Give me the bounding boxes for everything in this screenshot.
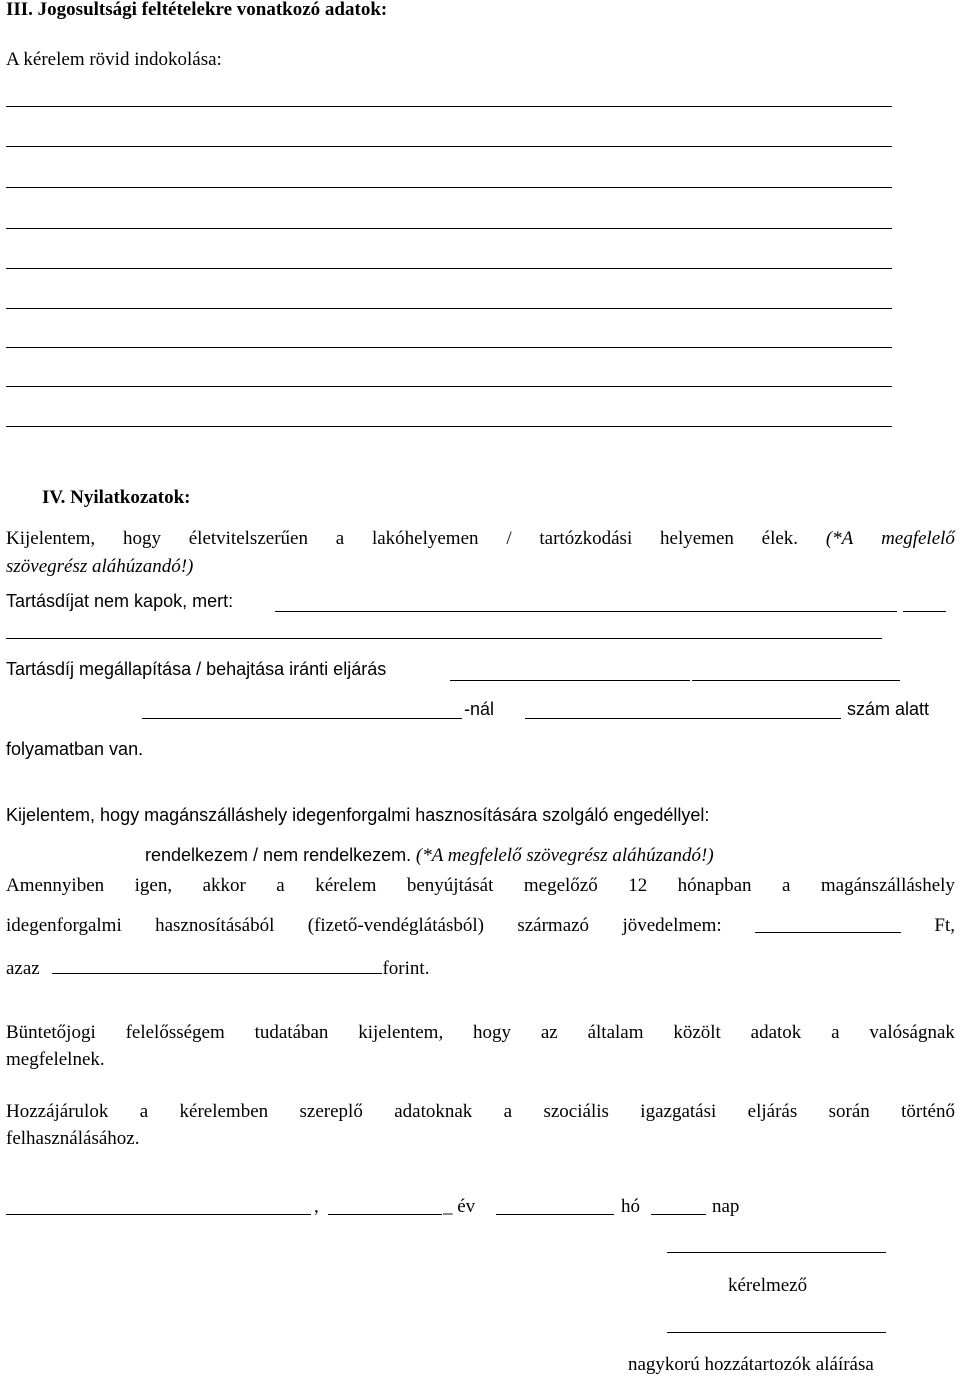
alimony-proc-label: Tartásdíj megállapítása / behajtása iránti eljárás <box>6 659 387 679</box>
alimony-reason-field-end[interactable] <box>903 611 946 612</box>
applicant-label: kérelmező <box>728 1275 808 1296</box>
word: hogy <box>473 1022 512 1043</box>
word: (fizető-vendéglátásból) <box>307 915 484 936</box>
day-field[interactable] <box>651 1214 706 1215</box>
income-line-2 <box>6 916 955 935</box>
word: valóságnak <box>869 1022 955 1043</box>
income-line-1 <box>6 876 955 895</box>
criminal-line-1 <box>6 1023 955 1042</box>
alimony-label: Tartásdíjat nem kapok, mert: <box>6 591 234 611</box>
alimony-proc-field[interactable] <box>450 680 690 681</box>
word: tartózkodási <box>539 528 633 549</box>
word: kérelem <box>315 875 377 896</box>
word: benyújtását <box>406 875 494 896</box>
guesthouse-options[interactable]: rendelkezem / nem rendelkezem. <box>145 845 412 865</box>
word: magánszálláshely <box>820 875 955 896</box>
reason-line[interactable] <box>6 106 892 107</box>
word: során <box>828 1101 870 1122</box>
nal-label: -nál <box>464 699 495 719</box>
forint-label: forint. <box>382 958 430 979</box>
ev-label: _ év <box>443 1196 476 1217</box>
month-field[interactable] <box>496 1214 614 1215</box>
word: a <box>139 1101 149 1122</box>
criminal-line-2: megfelelnek. <box>6 1049 105 1070</box>
guesthouse-label: Kijelentem, hogy magánszálláshely idegenforgalmi hasznosítására szolgáló engedéllyel: <box>6 805 710 825</box>
word: Amennyiben <box>6 875 105 896</box>
word: Kijelentem, <box>6 528 96 549</box>
alimony-proc-field-2[interactable] <box>692 680 900 681</box>
word: az <box>540 1022 558 1043</box>
azaz-line <box>6 957 429 978</box>
word: eljárás <box>747 1101 798 1122</box>
word: hónapban <box>677 875 752 896</box>
reason-line[interactable] <box>6 146 892 147</box>
reason-label: A kérelem rövid indokolása: <box>6 49 222 70</box>
guesthouse-note: (*A megfelelő szövegrész aláhúzandó!) <box>415 845 714 866</box>
word: általam <box>587 1022 644 1043</box>
consent-line-2: felhasználásához. <box>6 1128 140 1149</box>
word: kérelemben <box>179 1101 269 1122</box>
word: életvitelszerűen <box>188 528 308 549</box>
word: származó <box>517 915 590 936</box>
year-field[interactable] <box>328 1214 442 1215</box>
word: hogy <box>122 528 161 549</box>
word: helyemen <box>660 528 734 549</box>
word: tudatában <box>254 1022 329 1043</box>
word: Hozzájárulok <box>6 1101 109 1122</box>
szam-alatt-label: szám alatt <box>847 699 930 719</box>
relatives-signature-line[interactable] <box>667 1332 886 1333</box>
relatives-label: nagykorú hozzátartozók aláírása <box>628 1354 874 1375</box>
word: 12 <box>628 875 648 896</box>
word: a <box>831 1022 840 1043</box>
court-name-field[interactable] <box>142 718 462 719</box>
reason-line[interactable] <box>6 347 892 348</box>
word: a <box>276 875 285 896</box>
reason-line[interactable] <box>6 426 892 427</box>
word: a <box>335 528 345 549</box>
word: közölt <box>673 1022 721 1043</box>
case-number-field[interactable] <box>525 718 841 719</box>
reason-line[interactable] <box>6 228 892 229</box>
note-word: megfelelő <box>881 528 955 549</box>
section-4-heading: IV. Nyilatkozatok: <box>42 487 191 508</box>
word: igen, <box>134 875 173 896</box>
note-word: (*A <box>825 528 854 549</box>
ho-label: hó <box>621 1196 640 1217</box>
word: szereplő <box>299 1101 363 1122</box>
word: jövedelmem: <box>622 915 722 936</box>
word: megelőző <box>523 875 598 896</box>
word: Ft, <box>934 915 955 936</box>
word: adatoknak <box>394 1101 473 1122</box>
word: kijelentem, <box>358 1022 444 1043</box>
residence-note: szövegrész aláhúzandó!) <box>6 556 194 577</box>
section-3-heading: III. Jogosultsági feltételekre vonatkozó adatok: <box>6 0 388 20</box>
word: adatok <box>750 1022 802 1043</box>
comma: , <box>314 1196 319 1217</box>
word: történő <box>901 1101 955 1122</box>
word: hasznosításából <box>155 915 275 936</box>
word: szociális <box>543 1101 609 1122</box>
word: élek. <box>761 528 799 549</box>
residence-statement <box>6 529 955 548</box>
alimony-reason-field[interactable] <box>275 611 897 612</box>
word: felelősségem <box>125 1022 225 1043</box>
word: idegenforgalmi <box>6 915 122 936</box>
word: Büntetőjogi <box>6 1022 96 1043</box>
consent-line-1 <box>6 1102 955 1121</box>
word: / <box>506 528 512 549</box>
word: lakóhelyemen <box>371 528 479 549</box>
guesthouse-options-line <box>145 846 714 865</box>
word: akkor <box>202 875 246 896</box>
reason-line[interactable] <box>6 308 892 309</box>
place-field[interactable] <box>6 1214 311 1215</box>
reason-line[interactable] <box>6 268 892 269</box>
word: a <box>782 875 791 896</box>
reason-line[interactable] <box>6 187 892 188</box>
azaz-label: azaz <box>6 958 40 979</box>
income-words-field[interactable] <box>52 957 382 974</box>
income-amount-field[interactable] <box>755 916 901 933</box>
word: a <box>503 1101 513 1122</box>
in-progress-label: folyamatban van. <box>6 739 144 759</box>
applicant-signature-line[interactable] <box>667 1252 886 1253</box>
word: igazgatási <box>640 1101 717 1122</box>
reason-line[interactable] <box>6 386 892 387</box>
alimony-reason-field-2[interactable] <box>6 638 882 639</box>
nap-label: nap <box>712 1196 740 1217</box>
